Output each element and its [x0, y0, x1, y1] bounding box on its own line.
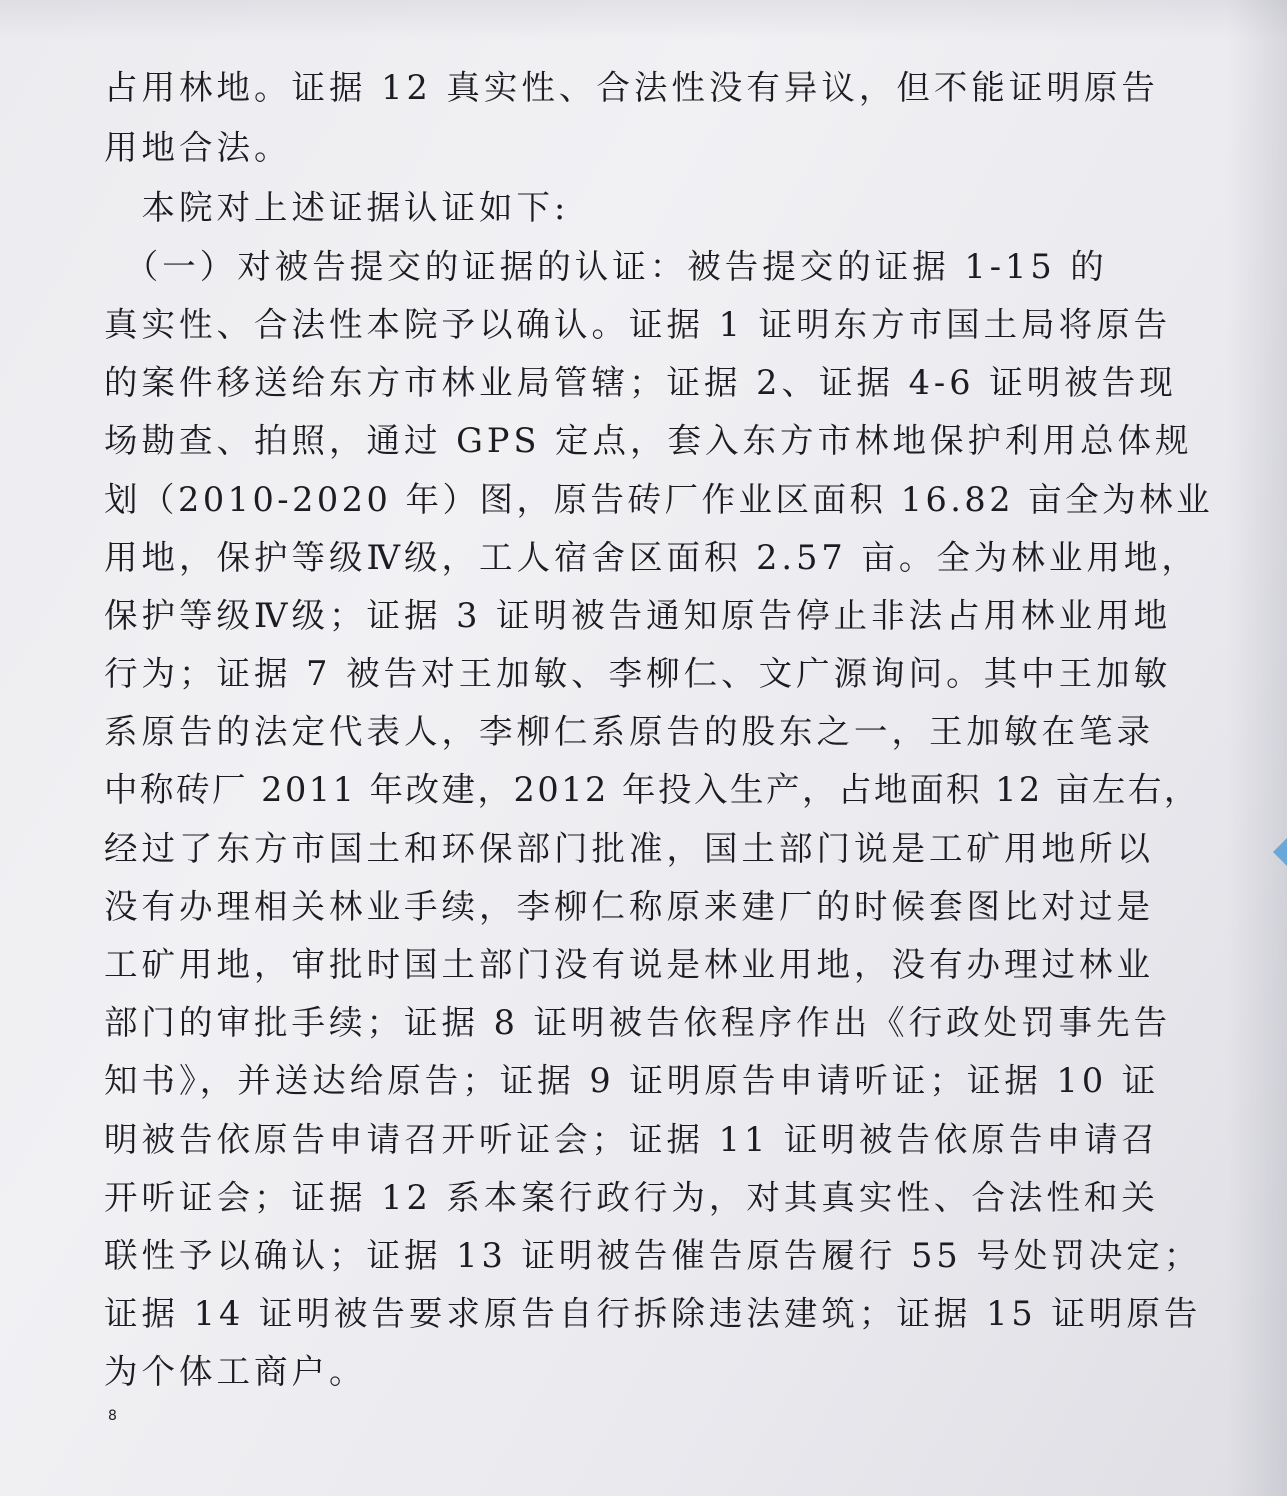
text-line-6: 的案件移送给东方市林业局管辖；证据 2、证据 4-6 证明被告现	[104, 363, 1177, 402]
text-line-3: 本院对上述证据认证如下:	[104, 188, 570, 227]
text-line-5: 真实性、合法性本院予以确认。证据 1 证明东方市国土局将原告	[104, 305, 1172, 344]
page-number: 8	[108, 1408, 117, 1424]
text-line-18: 知书》，并送达给原告；证据 9 证明原告申请听证；证据 10 证	[104, 1061, 1160, 1100]
text-line-23: 为个体工商户。	[104, 1352, 367, 1391]
text-line-12: 系原告的法定代表人，李柳仁系原告的股东之一，王加敏在笔录	[104, 712, 1154, 751]
text-line-2: 用地合法。	[104, 128, 292, 167]
text-line-21: 联性予以确认；证据 13 证明被告催告原告履行 55 号处罚决定；	[104, 1236, 1202, 1275]
page-shadow-top	[0, 0, 1287, 40]
text-line-8: 划（2010-2020 年）图，原告砖厂作业区面积 16.82 亩全为林业	[104, 480, 1214, 519]
text-line-22: 证据 14 证明被告要求原告自行拆除违法建筑；证据 15 证明原告	[104, 1294, 1202, 1333]
text-line-11: 行为；证据 7 被告对王加敏、李柳仁、文广源询问。其中王加敏	[104, 654, 1172, 693]
text-line-9: 用地，保护等级Ⅳ级，工人宿舍区面积 2.57 亩。全为林业用地，	[104, 538, 1199, 577]
text-line-17: 部门的审批手续；证据 8 证明被告依程序作出《行政处罚事先告	[104, 1003, 1172, 1042]
text-line-10: 保护等级Ⅳ级；证据 3 证明被告通知原告停止非法占用林业用地	[104, 596, 1172, 635]
text-line-19: 明被告依原告申请召开听证会；证据 11 证明被告依原告申请召	[104, 1120, 1159, 1159]
text-line-13: 中称砖厂 2011 年改建，2012 年投入生产，占地面积 12 亩左右，	[104, 770, 1200, 809]
text-line-16: 工矿用地，审批时国土部门没有说是林业用地，没有办理过林业	[104, 945, 1154, 984]
text-line-4: （一）对被告提交的证据的认证：被告提交的证据 1-15 的	[104, 247, 1108, 286]
text-line-7: 场勘查、拍照，通过 GPS 定点，套入东方市林地保护利用总体规	[104, 421, 1193, 460]
page-edge-marker	[1273, 838, 1287, 866]
page-shadow-right	[1227, 0, 1287, 1496]
text-line-1: 占用林地。证据 12 真实性、合法性没有异议，但不能证明原告	[104, 68, 1159, 107]
text-line-15: 没有办理相关林业手续，李柳仁称原来建厂的时候套图比对过是	[104, 887, 1154, 926]
text-line-14: 经过了东方市国土和环保部门批准，国土部门说是工矿用地所以	[104, 829, 1154, 868]
text-line-20: 开听证会；证据 12 系本案行政行为，对其真实性、合法性和关	[104, 1178, 1159, 1217]
